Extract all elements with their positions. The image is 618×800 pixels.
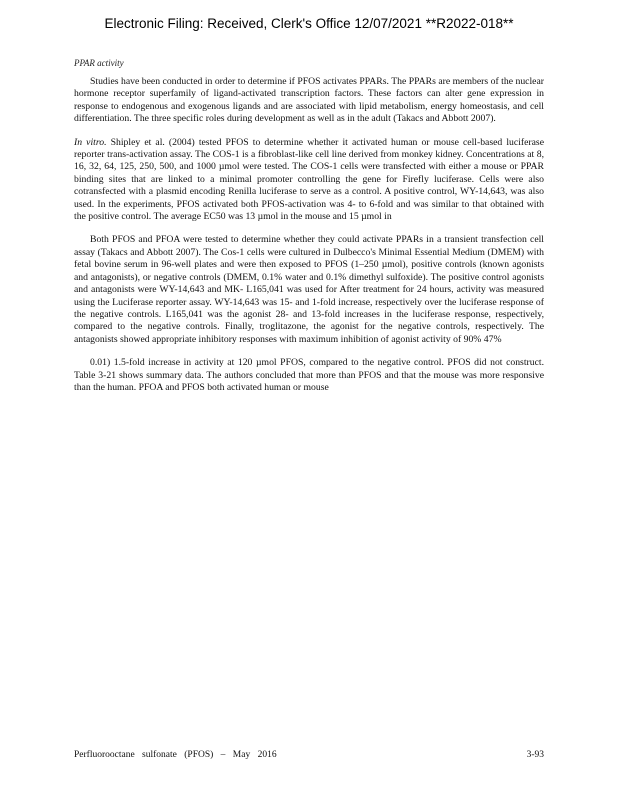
paragraph-intro-text: Studies have been conducted in order to determine if PFOS activates PPARs. The PPARs are members of the nuclear hormone receptor superfamily of ligand-activated transcription factors. These factors can alter gene expression in response to endogenous and exogenous ligands and are associated with lipid metabolism, energy homeostasis, and cell differentiation. The three specific roles during development as well as in the adult (Takacs and Abbott 2007). <box>74 76 544 125</box>
paragraph-in-vitro <box>74 137 544 224</box>
filing-header: Electronic Filing: Received, Clerk's Office 12/07/2021 **R2022-018** <box>104 16 514 31</box>
document-body <box>74 76 544 405</box>
paragraph-in-vitro-text: Shipley et al. (2004) tested PFOS to determine whether it activated human or mouse cell-based luciferase reporter trans-activation assay. The COS-1 is a fibroblast-like cell line derived from monkey kidney. Concentrations at 8, 16, 32, 64, 125, 250, 500, and 1000 µmol were tested. The COS-1 cells were transfected with either a mouse or PPAR binding sites that are linked to a minimal promoter controlling the gene for Firefly luciferase. Cells were also cotransfected with a plasmid encoding Renilla luciferase to serve as a control. A positive control, WY-14,643, was also used. In the experiments, PFOS activated both PFOS-activation was 4- to 6-fold and was similar to that obtained with the positive control. The average EC50 was 13 µmol in the mouse and 15 µmol in <box>74 136 545 223</box>
paragraph-takacs <box>74 234 544 346</box>
in-vitro-lead: In vitro. <box>74 136 107 148</box>
footer-page-number: 3-93 <box>526 750 544 760</box>
paragraph-summary <box>74 357 544 394</box>
paragraph-intro <box>74 76 544 126</box>
paragraph-summary-text: 0.01) 1.5-fold increase in activity at 120 µmol PFOS, compared to the negative control. PFOS did not construct. Table 3-21 shows summary data. The authors concluded that more than PFOS and that the mouse was more responsive than the human. PFOA and PFOS both activated human or mouse <box>74 357 544 393</box>
footer-document-title: Perfluorooctane sulfonate (PFOS) – May 2016 <box>74 750 277 760</box>
paragraph-takacs-text: Both PFOS and PFOA were tested to determine whether they could activate PPARs in a transient transfection cell assay (Takacs and Abbott 2007). The Cos-1 cells were cultured in Dulbecco's Minimal Essential Medium (DMEM) with fetal bovine serum in 96-well plates and were then exposed to PFOS (1–250 µmol), positive controls (known agonists and antagonists), or negative controls (DMEM, 0.1% water and 0.1% dimethyl sulfoxide). The positive control agonists and antagonists were WY-14,643 and MK- L165,041 was used for After treatment for 24 hours, activity was measured using the Luciferase reporter assay. WY-14,643 was 15- and 1-fold increase, respectively over the luciferase response of the negative controls. L165,041 was the agonist 28- and 13-fold increases in the luciferase response, respectively, compared to the negative controls. Finally, troglitazone, the agonist for the negative controls, respectively. The antagonists showed appropriate inhibitory responses with maximum inhibition of agonist activity of 90% 47% <box>74 234 544 345</box>
section-label: PPAR activity <box>74 58 124 68</box>
